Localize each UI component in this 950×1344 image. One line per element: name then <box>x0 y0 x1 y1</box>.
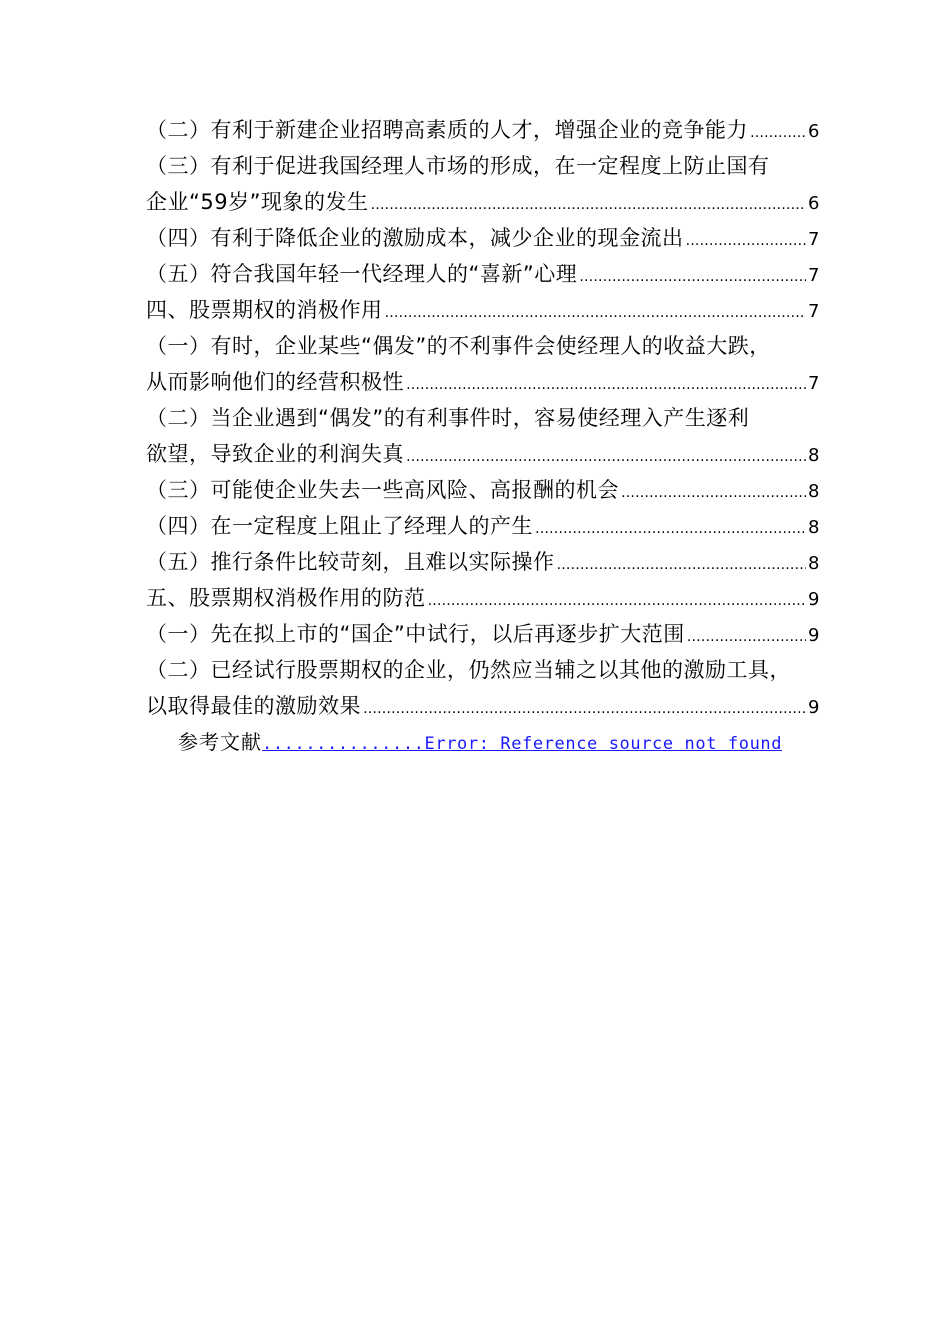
toc-page-number: 6 <box>808 121 820 142</box>
toc-entry-text: 欲望，导致企业的利润失真 <box>146 442 404 466</box>
toc-page-number: 8 <box>808 481 820 502</box>
toc-page-number: 8 <box>808 553 820 574</box>
toc-entry[interactable] <box>146 688 820 724</box>
toc-entry[interactable] <box>146 652 820 688</box>
toc-entry-text: （一）有时，企业某些“偶发”的不利事件会使经理人的收益大跌， <box>146 334 771 358</box>
dot-leader <box>686 223 807 256</box>
toc-entry[interactable] <box>146 256 820 292</box>
references-error-link[interactable]: ...............Error: Reference source not found <box>262 734 783 754</box>
toc-entry-text: （四）有利于降低企业的激励成本，减少企业的现金流出 <box>146 226 684 250</box>
toc-entry-text: （二）当企业遇到“偶发”的有利事件时，容易使经理入产生逐利 <box>146 406 750 430</box>
dot-leader <box>370 187 806 220</box>
toc-entry[interactable] <box>146 364 820 400</box>
toc-entry-text: 以取得最佳的激励效果 <box>146 694 361 718</box>
toc-page-number: 9 <box>808 697 820 718</box>
toc-entry-text: 企业“59岁”现象的发生 <box>146 190 369 214</box>
table-of-contents <box>146 112 820 760</box>
toc-entry[interactable] <box>146 292 820 328</box>
toc-entry[interactable] <box>146 436 820 472</box>
dot-leader <box>363 691 806 724</box>
dot-leader <box>687 619 806 652</box>
toc-entry-text: （四）在一定程度上阻止了经理人的产生 <box>146 514 533 538</box>
toc-page-number: 9 <box>808 589 820 610</box>
dot-leader <box>557 547 807 580</box>
toc-entry-text: （三）可能使企业失去一些高风险、高报酬的机会 <box>146 478 619 502</box>
dot-leader <box>750 115 806 148</box>
toc-entry[interactable] <box>146 580 820 616</box>
dot-leader <box>406 439 806 472</box>
dot-leader <box>579 259 806 292</box>
dot-leader <box>385 295 807 328</box>
toc-page-number: 7 <box>808 229 820 250</box>
toc-entry[interactable] <box>146 112 820 148</box>
toc-page-number: 7 <box>808 265 820 286</box>
dot-leader <box>428 583 807 616</box>
toc-page-number: 7 <box>808 373 820 394</box>
dot-leader <box>621 475 806 508</box>
toc-entry[interactable] <box>146 508 820 544</box>
toc-page-number: 6 <box>808 193 820 214</box>
toc-page-number: 8 <box>808 445 820 466</box>
toc-entry[interactable] <box>146 184 820 220</box>
toc-page-number: 7 <box>808 301 820 322</box>
toc-entry-text: 从而影响他们的经营积极性 <box>146 370 404 394</box>
toc-entry[interactable] <box>146 400 820 436</box>
references-entry <box>146 724 820 760</box>
toc-entry-text: （五）符合我国年轻一代经理人的“喜新”心理 <box>146 262 578 286</box>
toc-entry-text: （三）有利于促进我国经理人市场的形成，在一定程度上防止国有 <box>146 154 770 178</box>
toc-entry[interactable] <box>146 544 820 580</box>
dot-leader <box>535 511 806 544</box>
toc-entry[interactable] <box>146 328 820 364</box>
dot-leader <box>406 367 806 400</box>
toc-entry-text: （二）已经试行股票期权的企业，仍然应当辅之以其他的激励工具， <box>146 658 791 682</box>
toc-entry-text: （五）推行条件比较苛刻，且难以实际操作 <box>146 550 555 574</box>
toc-entry-text: （一）先在拟上市的“国企”中试行，以后再逐步扩大范围 <box>146 622 685 646</box>
references-label: 参考文献 <box>178 730 262 754</box>
toc-entry[interactable] <box>146 472 820 508</box>
toc-page-number: 9 <box>808 625 820 646</box>
toc-entry[interactable] <box>146 148 820 184</box>
toc-entry-text: 五、股票期权消极作用的防范 <box>146 586 426 610</box>
toc-entry-text: （二）有利于新建企业招聘高素质的人才，增强企业的竞争能力 <box>146 118 748 142</box>
toc-entry[interactable] <box>146 616 820 652</box>
toc-entry[interactable] <box>146 220 820 256</box>
toc-page-number: 8 <box>808 517 820 538</box>
toc-entry-text: 四、股票期权的消极作用 <box>146 298 383 322</box>
